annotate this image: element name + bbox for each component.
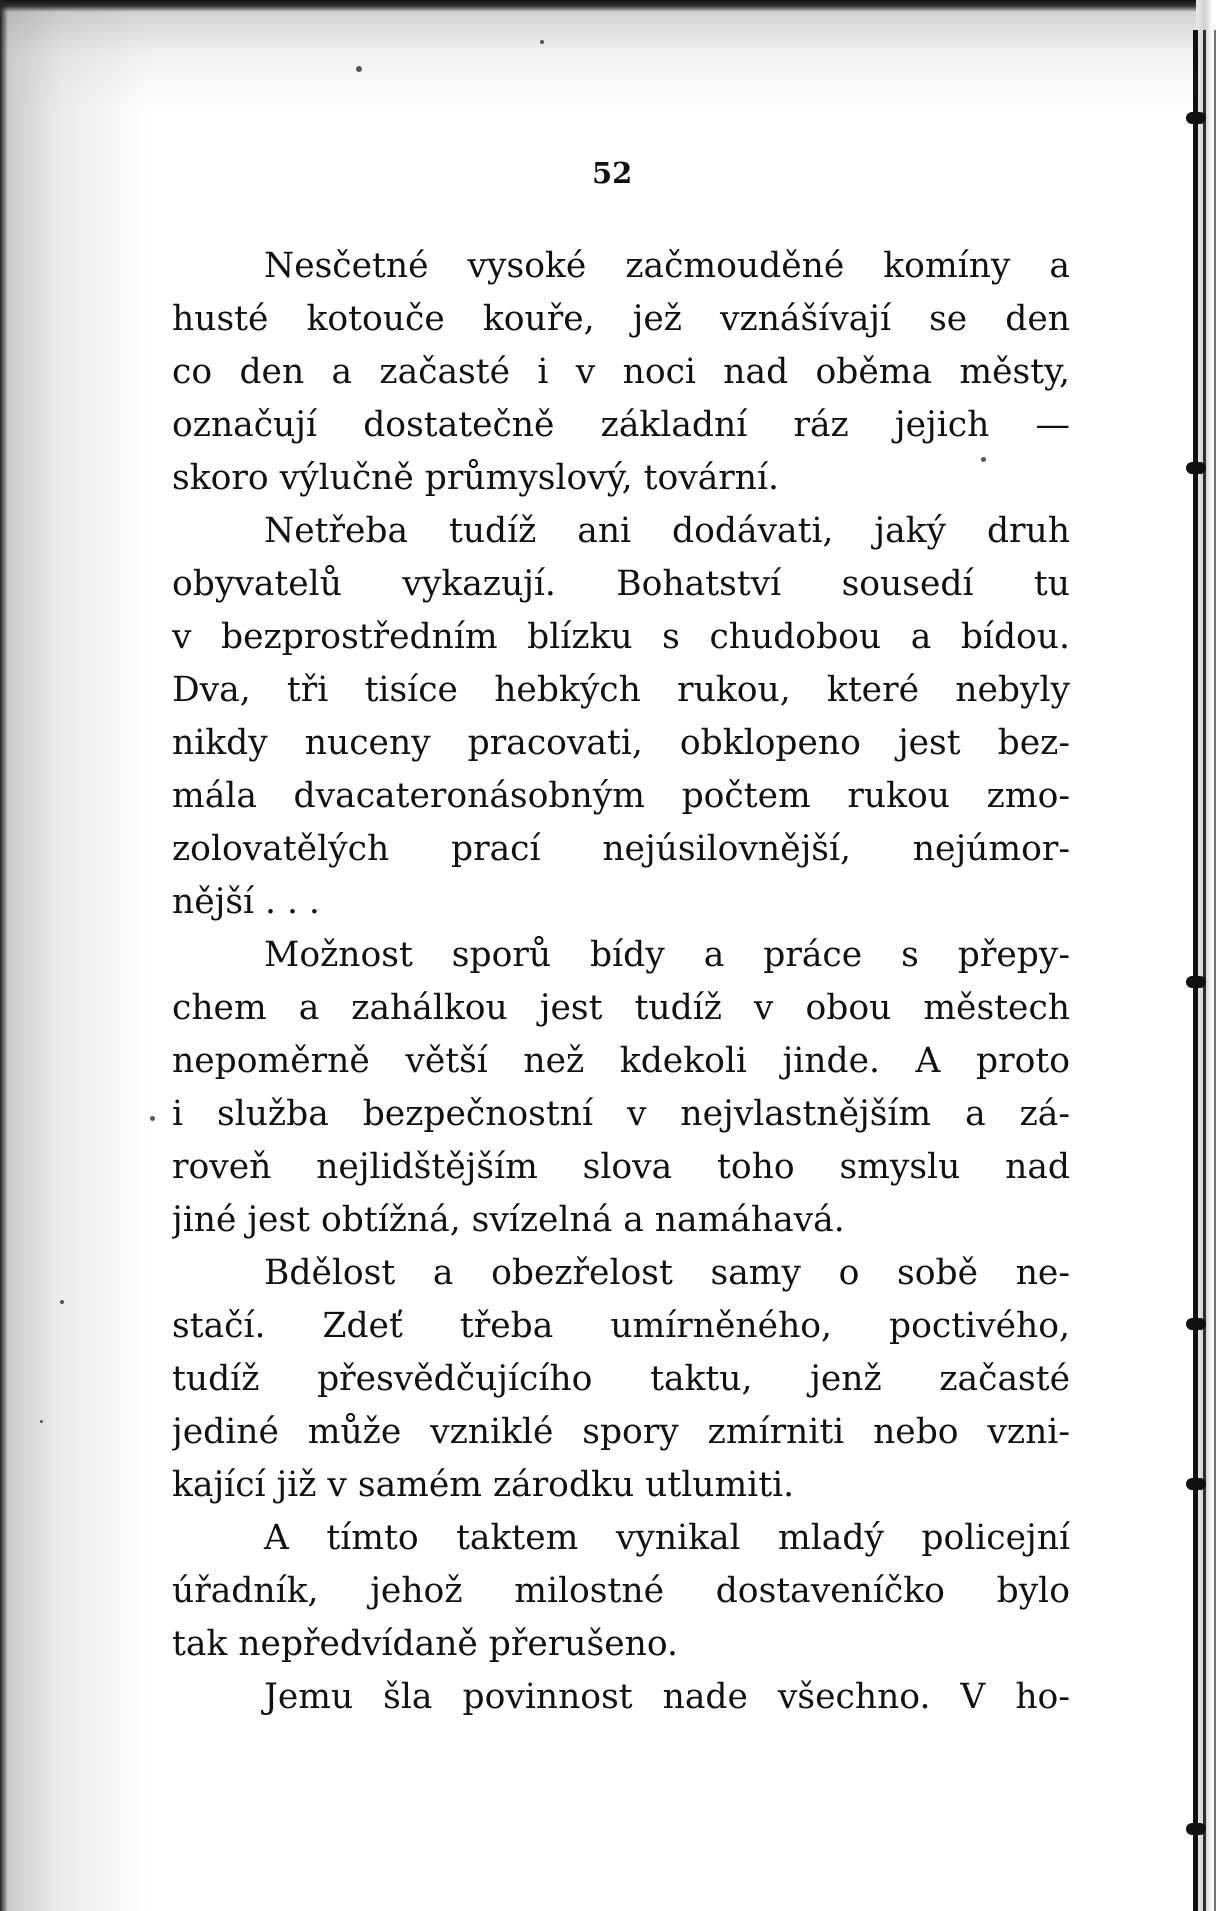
paper-toning-top (0, 0, 1226, 110)
text-line: A tímto taktem vynikal mladý policejní (264, 1518, 1070, 1558)
text-line: Možnost sporů bídy a práce s přepy- (264, 935, 1070, 975)
text-line: označují dostatečně základní ráz jejich — (172, 405, 1070, 445)
text-line: husté kotouče kouře, jež vznášívají se den (172, 299, 1070, 339)
book-gutter (1196, 0, 1226, 1911)
text-line: v bezprostředním blízku s chudobou a bídou. (172, 617, 1070, 657)
paper-speck (540, 40, 544, 44)
text-line: obyvatelů vykazují. Bohatství sousedí tu (172, 564, 1070, 604)
text-line: i služba bezpečnostní v nejvlastnějším a zá- (172, 1094, 1070, 1134)
text-line: jediné může vzniklé spory zmírniti nebo vzni- (172, 1412, 1070, 1452)
text-line: nikdy nuceny pracovati, obklopeno jest bez- (172, 723, 1070, 763)
text-line: nější . . . (172, 882, 320, 922)
page-number: 52 (592, 156, 633, 190)
text-line: Netřeba tudíž ani dodávati, jaký druh (264, 511, 1070, 551)
text-line: skoro výlučně průmyslový, tovární. (172, 458, 780, 498)
paper-speck (60, 1300, 64, 1304)
text-line: kající již v samém zárodku utlumiti. (172, 1465, 795, 1505)
text-line: nepoměrně větší než kdekoli jinde. A proto (172, 1041, 1070, 1081)
binding-thread-mark (1186, 112, 1206, 124)
paper-toning-left (0, 0, 150, 1911)
text-line: Dva, tři tisíce hebkých rukou, které nebyly (172, 670, 1070, 710)
body-text (172, 240, 1070, 1724)
binding-thread-mark (1186, 976, 1206, 988)
text-line: chem a zahálkou jest tudíž v obou městech (172, 988, 1070, 1028)
binding-shadow-edge (1214, 30, 1216, 1911)
text-line: co den a začasté i v noci nad oběma městy, (172, 352, 1070, 392)
binding-thread-mark (1186, 1318, 1206, 1330)
binding-shadow-inner (1203, 30, 1206, 1911)
text-line: Nesčetné vysoké začmouděné komíny a (264, 246, 1070, 286)
binding-shadow (1193, 30, 1198, 1911)
text-line: jiné jest obtížná, svízelná a namáhavá. (172, 1200, 845, 1240)
binding-thread-mark (1186, 1823, 1206, 1835)
paper-speck (40, 1420, 43, 1423)
text-line: stačí. Zdeť třeba umírněného, poctivého, (172, 1306, 1070, 1346)
text-line: Bdělost a obezřelost samy o sobě ne- (264, 1253, 1070, 1293)
text-line: tudíž přesvědčujícího taktu, jenž začasté (172, 1359, 1070, 1399)
paper-speck (150, 1116, 155, 1121)
text-line: roveň nejlidštějším slova toho smyslu nad (172, 1147, 1070, 1187)
paper-speck (356, 66, 362, 72)
binding-thread-mark (1186, 462, 1206, 474)
scan-edge-left (0, 0, 8, 1911)
text-line: úřadník, jehož milostné dostaveníčko bylo (172, 1571, 1070, 1611)
scan-edge-top (0, 0, 1226, 12)
text-line: Jemu šla povinnost nade všechno. V ho- (264, 1677, 1070, 1717)
text-line: mála dvacateronásobným počtem rukou zmo- (172, 776, 1070, 816)
binding-thread-mark (1186, 1478, 1206, 1490)
text-line: tak nepředvídaně přerušeno. (172, 1624, 678, 1664)
text-line: zolovatělých prací nejúsilovnější, nejúmor- (172, 829, 1070, 869)
